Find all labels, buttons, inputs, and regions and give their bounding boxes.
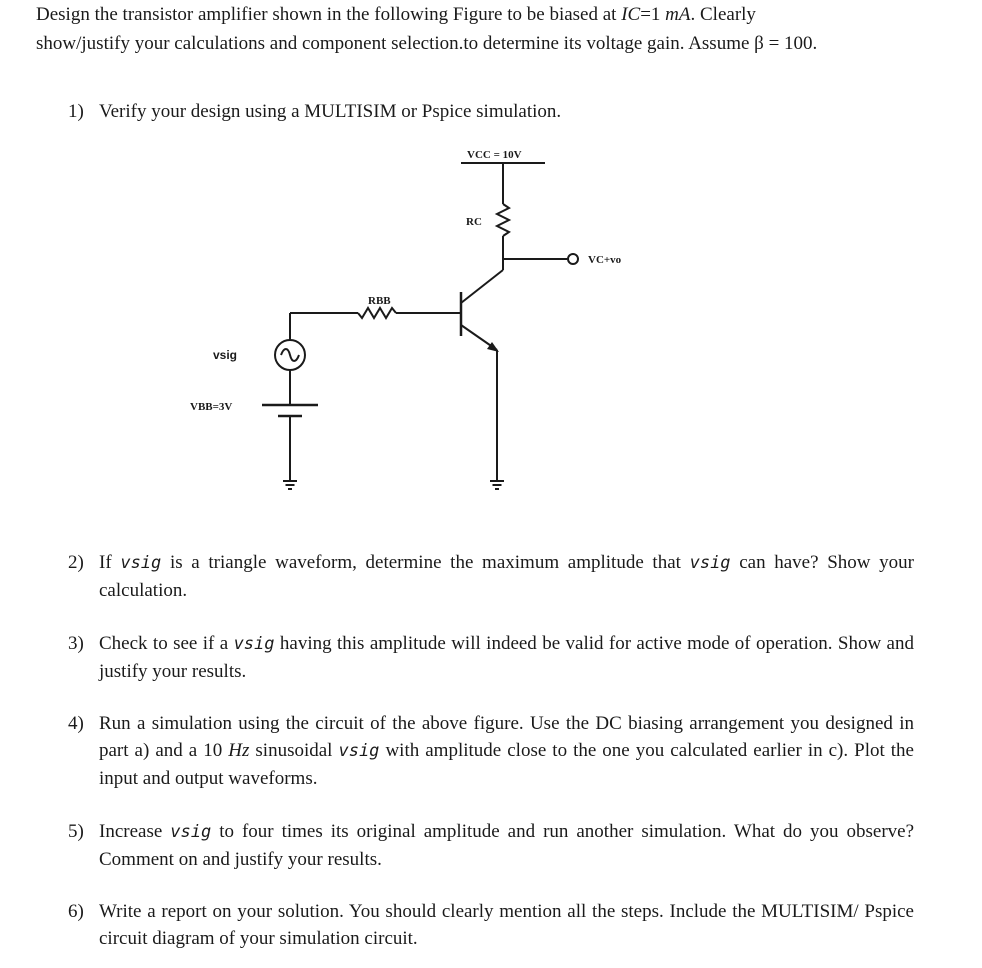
- question-4: 4) Run a simulation using the circuit of the above figure. Use the DC biasing arrangement you designed in part a) and a 10 Hz sinusoidal vsig with amplitude close to the one you calculated earlier in c). Plot the input and output waveforms.: [68, 713, 914, 789]
- emitter-arrow-icon: [487, 342, 499, 352]
- rbb-label: RBB: [368, 295, 391, 307]
- transistor-emitter: [461, 325, 497, 350]
- question-3: 3) Check to see if a vsig having this amplitude will indeed be valid for active mode of operation. Show and justify your results.: [68, 633, 914, 682]
- intro-line-1: Design the transistor amplifier shown in the following Figure to be biased at IC=1 mA. Clearly: [36, 4, 756, 25]
- output-label: VC+vo: [588, 254, 622, 266]
- problem-intro: [36, 0, 936, 58]
- vbb-label: VBB=3V: [190, 401, 233, 413]
- sine-symbol-icon: [281, 349, 299, 361]
- transistor-collector: [461, 270, 503, 303]
- rbb-resistor: [358, 308, 396, 318]
- rc-label: RC: [466, 216, 482, 228]
- vsig-source: [275, 340, 305, 370]
- ground-left-icon: [283, 481, 297, 489]
- question-1: 1) Verify your design using a MULTISIM or Pspice simulation.: [68, 101, 562, 122]
- output-terminal: [568, 254, 578, 264]
- intro-line-2: show/justify your calculations and component selection.to determine its voltage gain. Assume β = 100.: [36, 33, 818, 54]
- question-2: 2) If vsig is a triangle waveform, determine the maximum amplitude that vsig can have? Show your calculation.: [68, 552, 915, 601]
- vsig-label: vsig: [213, 348, 238, 362]
- rc-resistor: [497, 204, 509, 236]
- question-6: 6) Write a report on your solution. You should clearly mention all the steps. Include the MULTISIM/ Pspice circuit diagram of your simulation circuit.: [68, 901, 914, 949]
- question-5: 5) Increase vsig to four times its original amplitude and run another simulation. What do you observe? Comment on and justify your results.: [68, 821, 915, 870]
- ground-right-icon: [490, 481, 504, 489]
- vcc-label: VCC = 10V: [467, 149, 522, 161]
